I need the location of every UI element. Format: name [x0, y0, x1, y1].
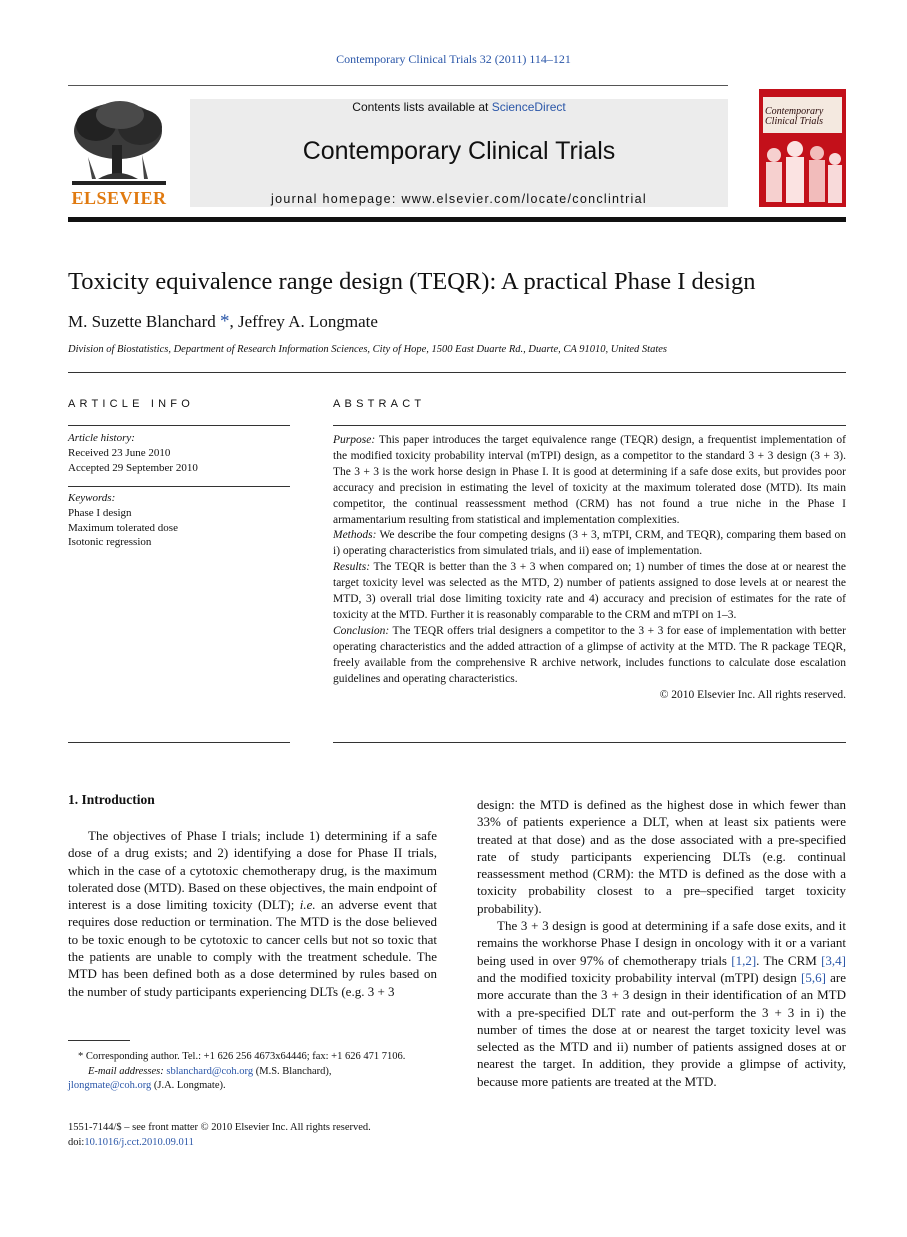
tree-icon: [68, 97, 170, 189]
journal-name: Contemporary Clinical Trials: [302, 137, 616, 165]
header-thick-rule: [68, 217, 846, 222]
doi-label: doi:: [68, 1136, 85, 1148]
issn-doi: [68, 1121, 448, 1150]
intro-text: . The CRM: [756, 952, 822, 968]
journal-citation[interactable]: Contemporary Clinical Trials 32 (2011) 114–121: [336, 52, 571, 66]
purpose-text: This paper introduces the target equivalence range (TEQR) design, a frequentist implementation of the modified toxicity probability interval (mTPI) design, as a competitor to the standard 3 + 3 design (3 + 3). The 3 + 3 is the work horse design in Phase I. It is good at determining if a safe dose exits, but provides poor accuracy and precision in estimating the level of toxicity at the maximum tolerated dose (MTD). Its main competitor, the continual reassessment method (CRM) has not found a true niche in the Phase I armamentarium resulting from statistical and implementation complexities.: [333, 434, 846, 526]
received-date: Received 23 June 2010: [68, 446, 171, 459]
intro-text: i.e.: [299, 897, 316, 913]
history-rule: [68, 486, 290, 487]
keyword: Phase I design: [68, 506, 132, 519]
reference-link[interactable]: [1,2]: [731, 952, 757, 968]
author-list: [68, 311, 378, 333]
keywords-label: Keywords:: [68, 492, 116, 504]
article-history: [68, 431, 198, 475]
footnotes: [68, 1050, 437, 1094]
article-info-heading: ARTICLE INFO: [68, 398, 194, 410]
email-link[interactable]: sblanchard@coh.org: [166, 1065, 254, 1077]
doi-line: [68, 1136, 448, 1151]
abstract-results: [333, 560, 846, 624]
abstract-conclusion: [333, 624, 846, 688]
section-heading: 1. Introduction: [68, 792, 155, 807]
email-addresses-cont: [68, 1079, 437, 1094]
accepted-date: Accepted 29 September 2010: [68, 461, 198, 474]
reference-link[interactable]: [5,6]: [801, 969, 826, 985]
abstract-methods: [333, 528, 846, 560]
intro-paragraph: [477, 917, 846, 1090]
title-rule: [68, 372, 846, 373]
abstract-body: [333, 433, 846, 703]
abstract-bottom-rule: [333, 742, 846, 743]
intro-text: and the modified toxicity probability interval (mTPI) design: [477, 969, 801, 985]
keyword: Isotonic regression: [68, 536, 152, 549]
reference-link[interactable]: [3,4]: [821, 952, 846, 968]
header-rule: [68, 85, 728, 86]
intro-right-column: [477, 796, 846, 1090]
cover-people-graphic: [759, 89, 846, 207]
corresponding-author-note: * Corresponding author. Tel.: +1 626 256 4673x64446; fax: +1 626 471 7106.: [78, 1051, 406, 1062]
article-title: Toxicity equivalence range design (TEQR): A practical Phase I design: [68, 268, 756, 295]
abstract-heading: ABSTRACT: [333, 398, 426, 410]
keyword: Maximum tolerated dose: [68, 521, 178, 534]
email-owner: (J.A. Longmate).: [151, 1080, 226, 1091]
corresponding-author-mark[interactable]: *: [220, 311, 230, 332]
email-addresses: [68, 1065, 437, 1080]
email-label: E-mail addresses:: [88, 1065, 167, 1077]
contents-prefix: Contents lists available at: [352, 100, 492, 114]
intro-paragraph: [68, 827, 437, 1000]
journal-homepage[interactable]: journal homepage: www.elsevier.com/locate/conclintrial: [271, 192, 647, 206]
journal-banner: [190, 99, 728, 207]
email-owner: (M.S. Blanchard),: [253, 1065, 332, 1077]
intro-text: an adverse event that requires dose reduction or termination. The MTD is the dose believed to be toxic enough to be cytotoxic to cancer cells but not so toxic that the patients are unable to comply with the treatment schedule. The MTD has been defined both as a dose determined by rules based on the number of study participants experiencing DLTs (e.g. 3 + 3: [68, 897, 437, 999]
sciencedirect-link[interactable]: ScienceDirect: [491, 100, 566, 114]
footnote-rule: [68, 1040, 130, 1041]
cover-title: Contemporary Clinical Trials: [765, 106, 824, 127]
results-label: Results:: [333, 561, 371, 574]
journal-cover-image: [759, 89, 846, 207]
issn-line: 1551-7144/$ – see front matter © 2010 Elsevier Inc. All rights reserved.: [68, 1122, 371, 1133]
article-info-rule: [68, 425, 290, 426]
email-link[interactable]: jlongmate@coh.org: [68, 1080, 152, 1091]
intro-text: are more accurate than the 3 + 3 design in their identification of an MTD with a pre-specified DLT rate and out-perform the 3 + 3 in i) the number of times the dose at or nearest the target toxicity level was selected as the MTD and ii) number of patients assigned doses at or nearest the target. In addition, they provide a glimpse of activity, because more patients are treated at the MTD.: [477, 969, 847, 1089]
results-text: The TEQR is better than the 3 + 3 when compared on; 1) number of times the dose at or nearest the target toxicity level was selected as the MTD, 2) number of patients assigned to dose levels at or nearest the MTD, 3) overall trial dose limiting toxicity rate and 4) accuracy and precision of estimates for the rate of toxicity at the MTD. Further it is reasonably comparable to the CRM and mTPI on 1–3.: [333, 561, 846, 621]
methods-label: Methods:: [333, 529, 377, 542]
purpose-label: Purpose:: [333, 434, 376, 446]
elsevier-logo: [68, 97, 170, 209]
abstract-purpose: [333, 433, 846, 528]
affiliation: Division of Biostatistics, Department of Research Information Sciences, City of Hope, 1500 East Duarte Rd., Duarte, CA 91010, United States: [68, 344, 668, 355]
doi-link[interactable]: 10.1016/j.cct.2010.09.011: [84, 1136, 194, 1148]
methods-text: We describe the four competing designs (3 + 3, mTPI, CRM, and TEQR), comparing them based on i) operating characteristics from simulated trials, and ii) ease of implementation.: [333, 529, 846, 558]
history-label: Article history:: [68, 432, 135, 444]
author-name: , Jeffrey A. Longmate: [229, 312, 378, 331]
intro-text: The objectives of Phase I trials; include 1) determining if a safe dose of a drug exists; and 2) identifying a dose for Phase II trials, which in the case of a cytotoxic chemotherapy drug, is the maximum tolerated dose (MTD). Based on these objectives, the main endpoint of interest is a dose limiting toxicity (DLT);: [68, 828, 437, 913]
article-info-bottom-rule: [68, 742, 290, 743]
intro-left-column: [68, 827, 437, 1000]
intro-text: The 3 + 3 design is good at determining if a safe dose exits, and it remains the workhorse Phase I design in oncology with it or a variant being used in over 97% of chemotherapy trials: [477, 918, 846, 968]
abstract-rule: [333, 425, 846, 426]
author-name: M. Suzette Blanchard: [68, 312, 216, 331]
conclusion-text: The TEQR offers trial designers a competitor to the 3 + 3 for ease of implementation with better operating characteristics and the added attraction of a glimpse of activity at the MTD. The R package TEQR, freely available from the comprehensive R archive network, includes functions to calculate dose escalation guidelines and operating characteristics.: [333, 624, 846, 685]
intro-paragraph: design: the MTD is defined as the highest dose in which fewer than 33% of patients experience a DLT, when at least six patients were treated at that dose) and as the dose associated with a pre-specified rate of study participants experiencing DLTs (e.g. continual reassessment method (CRM): the MTD is defined as the dose with a toxicity probability closest to a pre–specified target toxicity probability).: [477, 797, 846, 916]
conclusion-label: Conclusion:: [333, 624, 390, 637]
contents-line: [190, 99, 728, 115]
keywords: [68, 491, 178, 550]
copyright: © 2010 Elsevier Inc. All rights reserved.: [659, 688, 846, 701]
elsevier-wordmark: ELSEVIER: [71, 188, 167, 208]
